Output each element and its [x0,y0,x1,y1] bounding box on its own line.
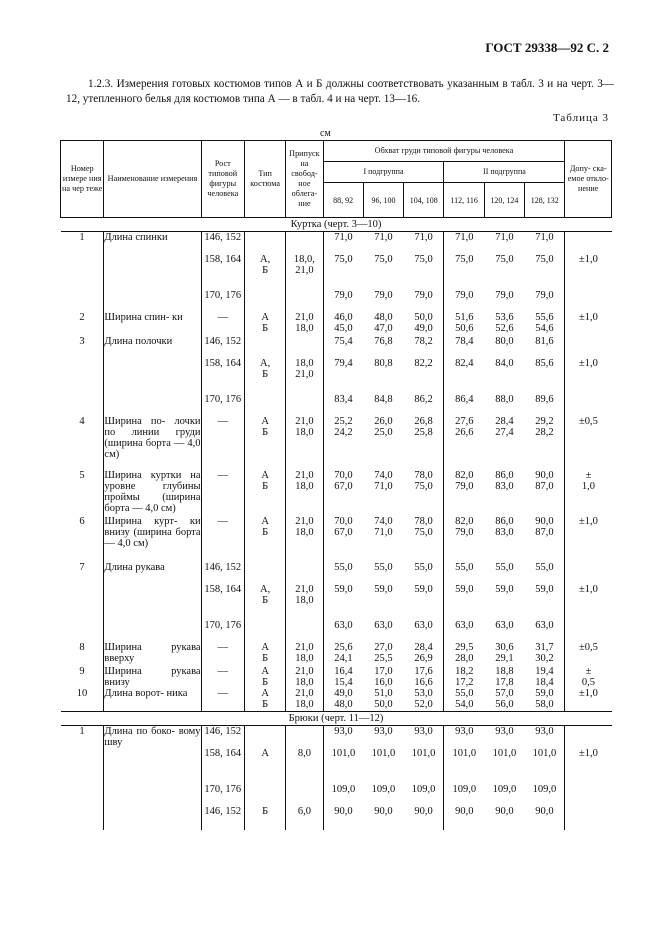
row-measurement-name: Ширина курт- ки внизу (ширина борта — 4,0 см) [104,516,201,562]
row-costume-type: А Б [244,642,285,666]
row-tolerance: ±0,5 [565,416,612,470]
row-number [61,620,104,642]
row-measurement-name [104,784,201,806]
row-value: 75,0 [414,253,433,265]
row-costume-type: Б [244,806,285,830]
row-value: 51,0 50,0 [374,687,393,710]
row-value: 85,6 [535,357,554,369]
row-value: 93,0 [444,726,484,749]
row-value: 28,4 26,9 [414,641,433,664]
row-measurement-name: Ширина спин- ки [104,312,201,336]
row-value: 55,0 54,0 [444,688,484,712]
row-tolerance: ±1,0 [565,516,612,562]
row-value: 57,0 56,0 [495,687,514,710]
header-size: 112, 116 [444,183,484,218]
row-value: 25,2 24,2 [323,416,363,470]
row-tolerance [565,394,612,416]
row-value: 31,7 30,2 [535,641,554,664]
row-tolerance [565,784,612,806]
row-costume-type: А Б [244,470,285,516]
row-value: 101,0 [444,748,484,784]
row-allowance: 21,0 18,0 [286,516,323,562]
row-measurement-name: Длина рукава [104,562,201,584]
row-costume-type [244,290,285,312]
row-value: 82,4 [444,358,484,394]
row-value: 90,0 [374,806,393,817]
row-value: 79,0 [374,289,393,301]
row-value: 71,0 [323,232,363,254]
row-allowance: 8,0 [286,748,323,784]
row-value: 109,0 [411,784,436,795]
row-costume-type [244,726,285,749]
row-height: — [201,642,244,666]
row-value: 26,8 25,8 [414,415,433,438]
row-number [61,748,104,784]
row-measurement-name: Ширина рукава вверху [104,641,201,664]
header-name: Наименование измерения [104,141,201,218]
table-row [61,394,612,416]
section-title: Брюки (черт. 11—12) [61,712,612,726]
row-value: 71,0 [495,232,514,243]
row-value: 55,0 [444,562,484,584]
row-value: 109,0 [492,784,517,795]
row-value: 27,0 25,5 [374,641,393,664]
row-tolerance: ±1,0 [565,254,612,290]
row-value: 109,0 [371,784,396,795]
row-tolerance: ±1,0 [565,312,612,336]
row-costume-type: А, Б [244,584,285,620]
row-value: 86,0 83,0 [495,469,514,492]
row-number: 8 [79,641,85,653]
row-height: — [201,688,244,712]
row-value: 50,0 49,0 [414,311,433,334]
row-value: 75,0 [535,253,554,265]
row-costume-type: А Б [244,666,285,688]
row-number [61,806,104,830]
table-row [61,620,612,642]
table-row [61,784,612,806]
row-tolerance [565,336,612,358]
row-value: 71,0 [535,232,554,243]
row-value: 78,4 [444,336,484,358]
row-value: 59,0 [495,583,514,595]
header-height: Рост типовой фигуры человека [201,141,244,218]
row-costume-type: А, Б [244,358,285,394]
row-value: 71,0 [374,232,393,243]
row-measurement-name [104,290,201,312]
row-value: 82,0 79,0 [444,516,484,562]
row-value: 86,2 [414,393,433,405]
header-num: Номер измере ния на чер теже [61,141,104,218]
table-row [61,748,612,784]
header-allowance: Припуск на свобод- ное облега- ние [286,141,323,218]
row-value: 80,0 [495,335,514,347]
row-value: 76,8 [374,335,393,347]
row-value: 109,0 [323,784,363,806]
table-row [61,806,612,830]
table-row [61,312,612,336]
table-unit: см [320,128,331,139]
row-tolerance: ±1,0 [565,748,612,784]
row-value: 53,0 52,0 [414,687,433,710]
row-value: 79,0 [495,289,514,301]
row-costume-type: А Б [244,312,285,336]
row-measurement-name: Длина спинки [104,232,201,254]
row-allowance: 18,0, 21,0 [286,254,323,290]
row-value: 59,0 [535,583,554,595]
row-value: 90,0 [495,806,514,817]
row-value: 101,0 [532,748,557,759]
table-row [61,726,612,749]
row-allowance [286,784,323,806]
row-number [61,584,104,620]
row-value: 82,2 [414,357,433,369]
row-value: 75,0 [323,254,363,290]
row-value: 81,6 [535,335,554,347]
table-row [61,416,612,470]
row-value: 90,0 [444,806,484,830]
row-tolerance [565,806,612,830]
row-allowance: 6,0 [286,806,323,830]
row-value: 55,0 [535,561,554,573]
row-number: 6 [79,515,85,527]
row-value: 83,4 [323,394,363,416]
row-value: 17,0 16,0 [374,665,393,688]
row-value: 89,6 [535,393,554,405]
row-value: 109,0 [444,784,484,806]
row-value: 51,6 50,6 [444,312,484,336]
row-height: 146, 152 [201,562,244,584]
row-number [61,358,104,394]
header-size: 96, 100 [363,183,403,218]
row-tolerance: ±1,0 [565,584,612,620]
row-value: 48,0 47,0 [374,311,393,334]
row-number: 7 [79,561,85,573]
row-value: 101,0 [323,748,363,784]
intro-text: 1.2.3. Измерения готовых костюмов типов А и Б должны соответствовать указанным в табл. 3 и на черт. 3—12, утепленного белья для костюмов типа А — в табл. 4 и на черт. 13—16. [66,78,614,105]
row-costume-type: А, Б [244,254,285,290]
row-allowance [286,394,323,416]
row-value: 18,8 17,8 [495,665,514,688]
row-height: 170, 176 [201,784,244,806]
table-row [61,290,612,312]
header-group-1: I подгруппа [323,162,444,183]
row-value: 93,0 [374,726,393,737]
row-allowance: 21,0 18,0 [286,584,323,620]
row-value: 59,0 [374,583,393,595]
row-value: 25,6 24,1 [323,642,363,666]
row-measurement-name [104,620,201,642]
row-number: 5 [79,469,85,481]
row-height: 170, 176 [201,290,244,312]
row-number [61,290,104,312]
table-row [61,336,612,358]
row-value: 16,4 15,4 [323,666,363,688]
header-size: 128, 132 [525,183,565,218]
row-number: 2 [79,311,85,323]
row-measurement-name [104,584,201,620]
row-costume-type [244,620,285,642]
row-tolerance [565,232,612,254]
row-value: 70,0 67,0 [323,470,363,516]
table-row [61,358,612,394]
row-allowance [286,290,323,312]
row-value: 93,0 [535,726,554,737]
row-tolerance: ±1,0 [565,358,612,394]
header-type: Тип костюма [244,141,285,218]
row-value: 84,8 [374,393,393,405]
row-value: 78,0 75,0 [414,515,433,538]
row-value: 79,0 [323,290,363,312]
row-value: 75,4 [323,336,363,358]
row-tolerance [565,726,612,749]
row-value: 101,0 [492,748,517,759]
row-value: 71,0 [444,232,484,254]
row-costume-type: А [244,748,285,784]
table-row [61,470,612,516]
row-height: — [201,666,244,688]
row-value: 49,0 48,0 [323,688,363,712]
row-height: 146, 152 [201,336,244,358]
row-value: 74,0 71,0 [374,515,393,538]
measurements-table [60,140,612,830]
row-value: 101,0 [411,748,436,759]
row-value: 86,0 83,0 [495,515,514,538]
row-number: 1 [79,232,85,243]
row-costume-type [244,394,285,416]
row-value: 82,0 79,0 [444,470,484,516]
row-value: 63,0 [374,619,393,631]
row-value: 93,0 [495,726,514,737]
row-height: 146, 152 [201,232,244,254]
row-allowance: 21,0 18,0 [286,642,323,666]
row-value: 59,0 [414,583,433,595]
row-value: 27,6 26,6 [444,416,484,470]
row-tolerance: ± 1,0 [565,470,612,516]
section-title: Куртка (черт. 3—10) [61,218,612,232]
row-height: 146, 152 [201,806,244,830]
row-value: 17,6 16,6 [414,665,433,688]
header-size: 120, 124 [484,183,524,218]
row-measurement-name: Длина полочки [104,336,201,358]
row-height: — [201,470,244,516]
row-tolerance [565,290,612,312]
row-tolerance [565,620,612,642]
row-allowance: 21,0 18,0 [286,666,323,688]
row-value: 86,4 [444,394,484,416]
row-value: 75,0 [444,254,484,290]
row-height: 158, 164 [201,748,244,784]
row-value: 55,6 54,6 [535,311,554,334]
header-group-2: II подгруппа [444,162,565,183]
row-measurement-name: Ширина куртки на уровне глубины проймы (ширина борта — 4,0 см) [104,469,201,514]
row-value: 63,0 [414,619,433,631]
row-number [61,394,104,416]
row-costume-type [244,562,285,584]
table-row [61,666,612,688]
row-height: 158, 164 [201,584,244,620]
row-value: 90,0 [535,806,554,817]
row-tolerance: ±0,5 [565,642,612,666]
table-row [61,688,612,712]
row-costume-type: А Б [244,416,285,470]
row-value: 79,0 [535,289,554,301]
table-label: Таблица 3 [552,112,609,124]
row-measurement-name [104,358,201,394]
row-value: 109,0 [532,784,557,795]
row-value: 29,5 28,0 [444,642,484,666]
row-value: 29,2 28,2 [535,415,554,438]
header-chest: Обхват груди типовой фигуры человека [323,141,565,162]
row-tolerance: ± 0,5 [565,666,612,688]
row-number [61,784,104,806]
row-value: 30,6 29,1 [495,641,514,664]
table-body [61,218,612,831]
row-value: 75,0 [374,253,393,265]
row-allowance: 21,0 18,0 [286,312,323,336]
row-value: 88,0 [495,393,514,405]
row-measurement-name: Ширина рукава внизу [104,665,201,688]
row-value: 80,8 [374,357,393,369]
row-allowance: 21,0 18,0 [286,470,323,516]
row-value: 55,0 [323,562,363,584]
row-value: 79,0 [414,289,433,301]
row-value: 71,0 [414,232,433,243]
row-measurement-name: Ширина по- лочки по линии груди (ширина борта — 4,0 см) [104,416,201,470]
row-value: 55,0 [495,561,514,573]
row-value: 63,0 [495,619,514,631]
row-measurement-name: Длина по боко- вому шву [104,726,201,748]
row-value: 90,0 [323,806,363,830]
row-number: 9 [79,665,85,677]
row-costume-type [244,784,285,806]
row-measurement-name [104,254,201,290]
row-value: 101,0 [371,748,396,759]
row-costume-type: А Б [244,516,285,562]
row-value: 53,6 52,6 [495,311,514,334]
document-header: ГОСТ 29338—92 С. 2 [485,40,609,55]
row-value: 28,4 27,4 [495,415,514,438]
row-value: 63,0 [444,620,484,642]
row-allowance [286,232,323,254]
row-value: 59,0 [323,584,363,620]
row-allowance [286,336,323,358]
table-row [61,254,612,290]
row-value: 93,0 [323,726,363,749]
row-value: 63,0 [323,620,363,642]
row-number: 1 [79,726,85,737]
table-row [61,642,612,666]
row-value: 26,0 25,0 [374,415,393,438]
header-size: 88, 92 [323,183,363,218]
row-height: — [201,516,244,562]
table-row [61,516,612,562]
section-header [61,712,612,726]
row-value: 19,4 18,4 [535,665,554,688]
row-height: — [201,312,244,336]
row-measurement-name [104,748,201,784]
table-row [61,562,612,584]
row-allowance [286,620,323,642]
row-measurement-name [104,806,201,830]
row-costume-type: А Б [244,688,285,712]
row-value: 75,0 [495,253,514,265]
row-value: 63,0 [535,619,554,631]
row-height: 170, 176 [201,620,244,642]
row-value: 74,0 71,0 [374,469,393,492]
row-costume-type [244,336,285,358]
row-height: 170, 176 [201,394,244,416]
row-height: — [201,416,244,470]
row-value: 78,2 [414,335,433,347]
row-value: 93,0 [414,726,433,737]
row-number: 3 [79,335,85,347]
row-value: 90,0 [414,806,433,817]
row-value: 78,0 75,0 [414,469,433,492]
row-number [61,254,104,290]
row-tolerance [565,562,612,584]
row-height: 158, 164 [201,358,244,394]
row-number: 4 [79,415,85,427]
row-height: 158, 164 [201,254,244,290]
table-row [61,232,612,254]
row-value: 70,0 67,0 [323,516,363,562]
row-value: 59,0 58,0 [535,687,554,710]
row-value: 84,0 [495,357,514,369]
table-row [61,584,612,620]
row-allowance [286,726,323,749]
row-value: 90,0 87,0 [535,469,554,492]
row-measurement-name: Длина ворот- ника [104,688,201,712]
intro-paragraph [66,77,614,106]
section-header [61,218,612,232]
row-number: 10 [76,687,88,699]
header-size: 104, 108 [404,183,444,218]
row-height: 146, 152 [201,726,244,749]
row-measurement-name [104,394,201,416]
row-value: 79,0 [444,290,484,312]
row-value: 46,0 45,0 [323,312,363,336]
row-allowance: 18,0 21,0 [286,358,323,394]
row-value: 90,0 87,0 [535,515,554,538]
row-costume-type [244,232,285,254]
row-value: 59,0 [444,584,484,620]
row-allowance [286,562,323,584]
row-value: 18,2 17,2 [444,666,484,688]
row-value: 79,4 [323,358,363,394]
row-tolerance: ±1,0 [565,688,612,712]
row-allowance: 21,0 18,0 [286,416,323,470]
row-value: 55,0 [374,561,393,573]
row-value: 55,0 [414,561,433,573]
row-allowance: 21,0 18,0 [286,688,323,712]
header-tolerance: Допу- ска- емое откло- нение [565,141,612,218]
